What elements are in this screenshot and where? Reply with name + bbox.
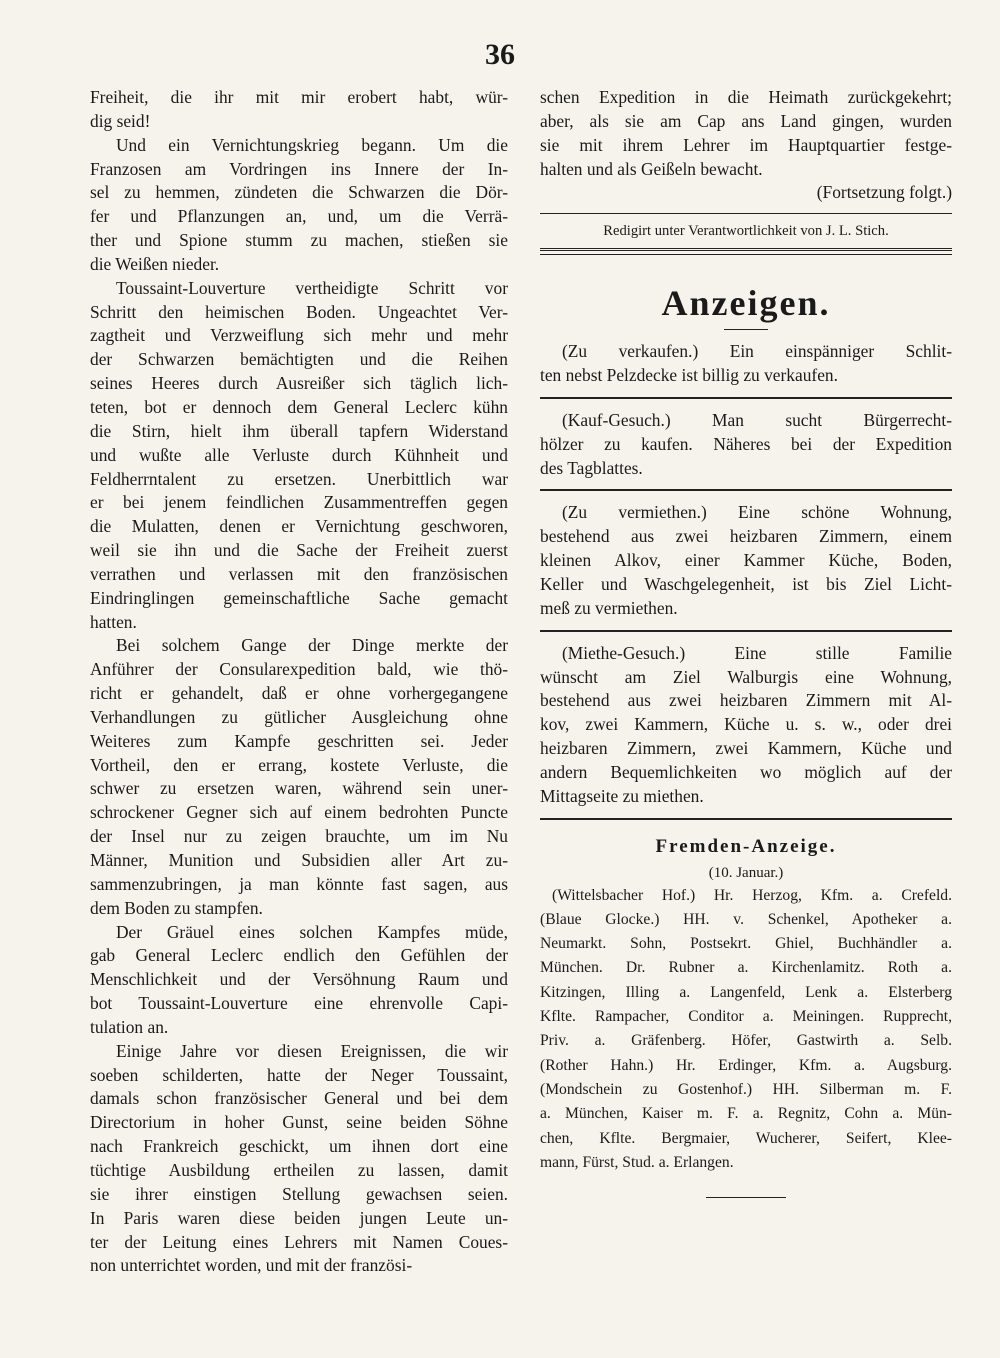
editor-line: Redigirt unter Verantwortlichkeit von J. L. Stich. xyxy=(603,223,889,240)
end-rule xyxy=(706,1197,786,1198)
text-line: schen Expedition in die Heimath zurückgekehrt; xyxy=(540,87,952,107)
divider xyxy=(540,213,952,214)
right-column xyxy=(540,86,952,1198)
text-line: tulation an. xyxy=(90,1016,169,1037)
text-line: hölzer zu kaufen. Näheres bei der Expedition xyxy=(540,433,952,454)
text-line: Bei solchem Gange der Dinge merkte der xyxy=(116,635,508,656)
text-line: hatten. xyxy=(90,611,137,632)
text-line: non unterrichtet worden, und mit der französi- xyxy=(90,1255,413,1276)
continued-note: (Fortsetzung folgt.) xyxy=(816,182,952,203)
text-line: Eindringlingen gemeinschaftliche Sache gemacht xyxy=(90,587,508,608)
text-line: die Weißen nieder. xyxy=(90,253,220,274)
text-line: er bei jenem feindlichen Zusammentreffen gegen xyxy=(90,492,508,513)
text-line: Toussaint-Louverture vertheidigte Schritt vor xyxy=(116,277,508,298)
paragraph xyxy=(90,277,508,635)
text-line: bot Toussaint-Louverture eine ehrenvolle Capi- xyxy=(90,993,508,1014)
fremden-line: München. Dr. Rubner a. Kirchenlamitz. Roth a. xyxy=(540,959,952,977)
fremden-line: (Blaue Glocke.) HH. v. Schenkel, Apotheker a. xyxy=(540,910,952,928)
text-line: Mittagseite zu miethen. xyxy=(540,785,704,806)
text-line: Feldherrntalent zu ersetzen. Unerbittlich war xyxy=(90,468,508,489)
ad-divider xyxy=(540,818,952,820)
text-line: teten, bot er dennoch dem General Leclerc kühn xyxy=(90,396,508,417)
text-line: zagtheit und Verzweiflung sich mehr und mehr xyxy=(90,325,508,346)
text-line: ter der Leitung eines Lehrers mit Namen Coues- xyxy=(90,1231,508,1252)
text-line: des Tagblattes. xyxy=(540,457,643,478)
text-line: bestehend aus zwei heizbaren Zimmern mit Al- xyxy=(540,690,952,711)
text-line: heizbaren Zimmern, zwei Kammern, Küche und xyxy=(540,738,952,759)
ad-divider xyxy=(540,489,952,491)
text-line: seines Heeres durch Ausreißer sich täglich lich- xyxy=(90,373,508,394)
text-line: Einige Jahre vor diesen Ereignissen, die wir xyxy=(116,1040,508,1061)
fremden-list xyxy=(540,884,952,1176)
ads-list xyxy=(540,340,952,819)
text-line: tüchtige Ausbildung ertheilen zu lassen, damit xyxy=(90,1159,508,1180)
text-line: weil sie ihn und die Sache der Freiheit zuerst xyxy=(90,540,508,561)
ad-item xyxy=(540,642,952,809)
fremden-line: a. München, Kaiser m. F. a. Regnitz, Cohn a. Mün- xyxy=(540,1105,952,1123)
text-line: sammenzubringen, ja man könnte fast sagen, aus xyxy=(90,873,508,894)
text-line: der Schwarzen bemächtigten und die Reihen xyxy=(90,349,508,370)
text-line: fer und Pflanzungen an, und, um die Verrä- xyxy=(90,206,508,227)
text-line: meß zu vermiethen. xyxy=(540,597,678,618)
fremden-line: Kflte. Rampacher, Conditor a. Meiningen. Rupprecht, xyxy=(540,1008,952,1026)
text-line: Franzosen am Vordringen ins Innere der In- xyxy=(90,158,508,179)
ad-item xyxy=(540,340,952,388)
text-line: verrathen und verlassen mit den französischen xyxy=(90,563,508,584)
text-line: gab General Leclerc endlich den Gefühlen der xyxy=(90,945,508,966)
text-line: die Mulatten, denen er Vernichtung geschworen, xyxy=(90,516,508,537)
text-line: der Insel nur zu zeigen brauchte, um im Nu xyxy=(90,826,508,847)
text-line: und wußte alle Verluste durch Kühnheit und xyxy=(90,444,508,465)
text-line: halten und als Geißeln bewacht. xyxy=(540,158,763,179)
text-line: ten nebst Pelzdecke ist billig zu verkaufen. xyxy=(540,365,838,386)
ad-item xyxy=(540,409,952,481)
text-line: Menschlichkeit und der Versöhnung Raum und xyxy=(90,969,508,990)
text-line: nach Frankreich geschickt, um ihnen dort eine xyxy=(90,1136,508,1157)
fremden-line: mann, Fürst, Stud. a. Erlangen. xyxy=(540,1153,734,1171)
text-line: Anführer der Consularexpedition bald, wie thö- xyxy=(90,659,508,680)
text-line: In Paris waren diese beiden jungen Leute un- xyxy=(90,1207,508,1228)
text-line: sie ihrer einstigen Stellung gewachsen seien. xyxy=(90,1183,508,1204)
text-line: soeben schilderten, hatte der Neger Toussaint, xyxy=(90,1064,508,1085)
text-line: bestehend aus zwei heizbaren Zimmern, einem xyxy=(540,526,952,547)
paragraph xyxy=(90,921,508,1040)
fremden-line: Neumarkt. Sohn, Postsekrt. Ghiel, Buchhändler a. xyxy=(540,935,952,953)
text-line: kleinen Alkov, einer Kammer Küche, Boden, xyxy=(540,550,952,571)
text-line: Der Gräuel eines solchen Kampfes müde, xyxy=(116,921,508,942)
text-line: Vortheil, den er errang, kostete Verluste, die xyxy=(90,754,508,775)
text-line: dig seid! xyxy=(90,110,151,131)
fremden-line: (Rother Hahn.) Hr. Erdinger, Kfm. a. Augsburg. xyxy=(540,1056,952,1074)
text-line: (Kauf-Gesuch.) Man sucht Bürgerrecht- xyxy=(562,409,952,430)
text-line: damals schon französischer General und bei dem xyxy=(90,1088,508,1109)
fremden-date: (10. Januar.) xyxy=(708,864,784,881)
paragraph xyxy=(90,634,508,920)
left-column xyxy=(90,86,508,1278)
text-line: schrockener Gegner sich auf einem bedrohten Puncte xyxy=(90,802,508,823)
ads-heading: Anzeigen. xyxy=(661,283,831,324)
paragraph xyxy=(90,86,508,134)
text-line: Schritt den heimischen Boden. Ungeachtet Ver- xyxy=(90,301,508,322)
text-line: Directorium in hoher Gunst, seine beiden Söhne xyxy=(90,1112,508,1133)
text-line: schwer zu ersetzen waren, während sein uner- xyxy=(90,778,508,799)
text-line: Männer, Munition und Subsidien aller Art zu- xyxy=(90,850,508,870)
text-line: (Zu vermiethen.) Eine schöne Wohnung, xyxy=(562,502,952,523)
text-line: richt er gehandelt, daß er ohne vorhergegangene xyxy=(90,683,508,704)
heading-underline xyxy=(724,329,768,330)
thick-divider xyxy=(540,248,952,255)
ad-divider xyxy=(540,630,952,632)
paragraph xyxy=(90,134,508,277)
text-line: dem Boden zu stampfen. xyxy=(90,897,263,918)
text-line: sel zu hemmen, zündeten die Schwarzen die Dör- xyxy=(90,182,508,203)
text-line: die Stirn, hielt ihm überall tapfern Widerstand xyxy=(90,420,508,441)
fremden-line: (Mondschein zu Gostenhof.) HH. Silberman m. F. xyxy=(540,1080,952,1098)
paragraph xyxy=(90,1040,508,1278)
text-line: sie mit ihrem Lehrer im Hauptquartier festge- xyxy=(540,134,952,155)
fremden-line: Priv. a. Gräfenberg. Höfer, Gastwirth a. Selb. xyxy=(540,1032,952,1050)
text-line: Keller und Waschgelegenheit, ist bis Ziel Licht- xyxy=(540,573,952,594)
text-line: Freiheit, die ihr mit mir erobert habt, wür- xyxy=(90,87,508,107)
fremden-line: Kitzingen, Illing a. Langenfeld, Lenk a. Elsterberg xyxy=(540,983,952,1001)
text-line: andern Bequemlichkeiten wo möglich auf der xyxy=(540,761,952,782)
page-number: 36 xyxy=(485,38,515,71)
text-line: wünscht am Ziel Walburgis eine Wohnung, xyxy=(540,666,952,687)
text-line: kov, zwei Kammern, Küche u. s. w., oder drei xyxy=(540,714,952,735)
ad-divider xyxy=(540,397,952,399)
ad-item xyxy=(540,501,952,620)
text-line: Weiteres zum Kampfe geschritten sei. Jeder xyxy=(90,730,508,751)
continuation-text xyxy=(540,86,952,181)
text-line: ther und Spione stumm zu machen, stießen sie xyxy=(90,230,508,251)
fremden-line: chen, Kflte. Bergmaier, Wucherer, Seifert, Klee- xyxy=(540,1129,952,1147)
text-line: (Zu verkaufen.) Ein einspänniger Schlit- xyxy=(562,341,952,362)
fremden-line: (Wittelsbacher Hof.) Hr. Herzog, Kfm. a. Crefeld. xyxy=(552,886,952,904)
text-line: Verhandlungen zu gütlicher Ausgleichung ohne xyxy=(90,706,508,727)
fremden-title: Fremden-Anzeige. xyxy=(655,835,837,857)
text-line: aber, als sie am Cap ans Land gingen, wurden xyxy=(540,110,952,131)
text-line: Und ein Vernichtungskrieg begann. Um die xyxy=(116,134,508,155)
text-line: (Miethe-Gesuch.) Eine stille Familie xyxy=(562,642,952,663)
